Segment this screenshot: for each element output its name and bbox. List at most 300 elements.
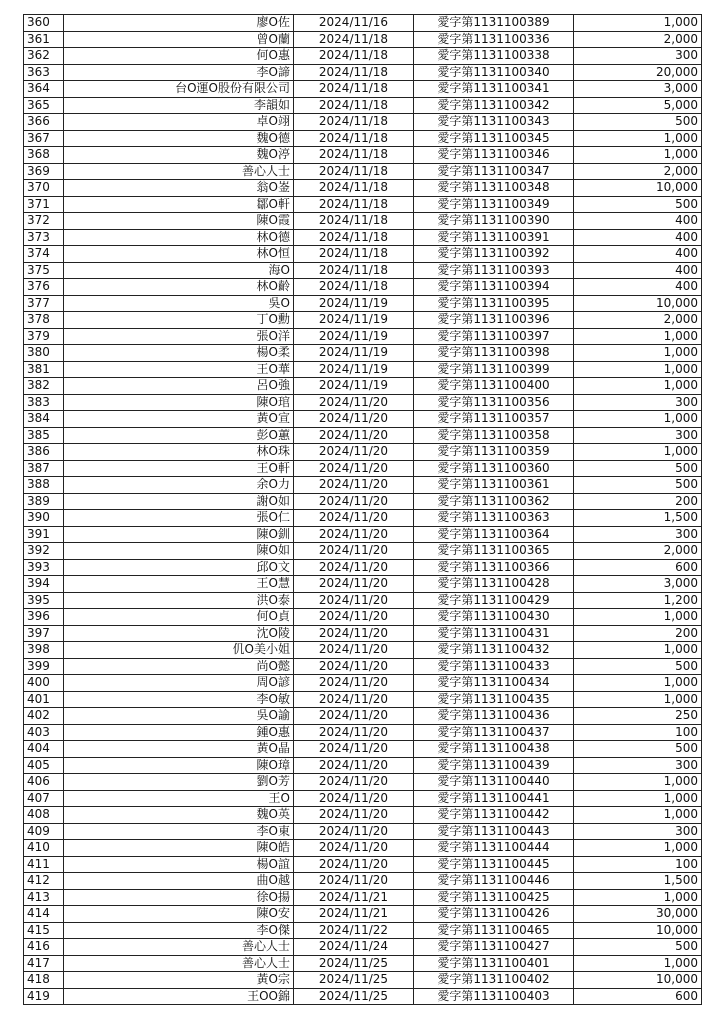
row-number: 360 <box>24 15 64 32</box>
donation-date: 2024/11/19 <box>294 295 414 312</box>
donation-amount: 500 <box>574 939 702 956</box>
table-row <box>24 592 702 609</box>
receipt-number: 愛字第1131100393 <box>414 262 574 279</box>
table-row <box>24 757 702 774</box>
donor-name: 呂O強 <box>64 378 294 395</box>
donor-name: 林O齡 <box>64 279 294 296</box>
donation-amount: 2,000 <box>574 31 702 48</box>
donation-amount: 500 <box>574 477 702 494</box>
donation-table <box>23 14 702 1005</box>
donation-date: 2024/11/19 <box>294 361 414 378</box>
donation-amount: 300 <box>574 757 702 774</box>
table-row <box>24 939 702 956</box>
receipt-number: 愛字第1131100440 <box>414 774 574 791</box>
receipt-number: 愛字第1131100347 <box>414 163 574 180</box>
table-row <box>24 31 702 48</box>
row-number: 396 <box>24 609 64 626</box>
donor-name: 陳O琯 <box>64 394 294 411</box>
donation-amount: 1,000 <box>574 840 702 857</box>
donation-date: 2024/11/18 <box>294 130 414 147</box>
donor-name: 魏O英 <box>64 807 294 824</box>
row-number: 391 <box>24 526 64 543</box>
donation-date: 2024/11/18 <box>294 64 414 81</box>
donor-name: 尚O懿 <box>64 658 294 675</box>
donation-amount: 300 <box>574 394 702 411</box>
donation-amount: 2,000 <box>574 312 702 329</box>
donor-name: 張O仁 <box>64 510 294 527</box>
receipt-number: 愛字第1131100358 <box>414 427 574 444</box>
row-number: 415 <box>24 922 64 939</box>
donation-amount: 1,500 <box>574 510 702 527</box>
row-number: 398 <box>24 642 64 659</box>
table-row <box>24 972 702 989</box>
receipt-number: 愛字第1131100391 <box>414 229 574 246</box>
donor-name: 廖O佐 <box>64 15 294 32</box>
donor-name: 劉O芳 <box>64 774 294 791</box>
donation-amount: 1,000 <box>574 147 702 164</box>
donor-name: 曲O越 <box>64 873 294 890</box>
receipt-number: 愛字第1131100443 <box>414 823 574 840</box>
receipt-number: 愛字第1131100348 <box>414 180 574 197</box>
donation-amount: 2,000 <box>574 163 702 180</box>
donor-name: 王O華 <box>64 361 294 378</box>
table-row <box>24 790 702 807</box>
table-row <box>24 295 702 312</box>
receipt-number: 愛字第1131100398 <box>414 345 574 362</box>
donation-amount: 300 <box>574 823 702 840</box>
table-row <box>24 658 702 675</box>
table-row <box>24 823 702 840</box>
table-row <box>24 922 702 939</box>
row-number: 365 <box>24 97 64 114</box>
donation-date: 2024/11/19 <box>294 378 414 395</box>
receipt-number: 愛字第1131100399 <box>414 361 574 378</box>
donation-amount: 30,000 <box>574 906 702 923</box>
row-number: 412 <box>24 873 64 890</box>
row-number: 383 <box>24 394 64 411</box>
donor-name: 余O力 <box>64 477 294 494</box>
table-row <box>24 741 702 758</box>
donation-amount: 1,500 <box>574 873 702 890</box>
donation-amount: 1,000 <box>574 444 702 461</box>
table-row <box>24 81 702 98</box>
receipt-number: 愛字第1131100426 <box>414 906 574 923</box>
donation-amount: 500 <box>574 460 702 477</box>
receipt-number: 愛字第1131100425 <box>414 889 574 906</box>
receipt-number: 愛字第1131100336 <box>414 31 574 48</box>
table-row <box>24 427 702 444</box>
table-row <box>24 807 702 824</box>
receipt-number: 愛字第1131100441 <box>414 790 574 807</box>
donation-date: 2024/11/18 <box>294 180 414 197</box>
donation-amount: 10,000 <box>574 972 702 989</box>
receipt-number: 愛字第1131100400 <box>414 378 574 395</box>
receipt-number: 愛字第1131100437 <box>414 724 574 741</box>
receipt-number: 愛字第1131100401 <box>414 955 574 972</box>
receipt-number: 愛字第1131100402 <box>414 972 574 989</box>
donation-amount: 1,000 <box>574 691 702 708</box>
row-number: 417 <box>24 955 64 972</box>
donor-name: 台O運O股份有限公司 <box>64 81 294 98</box>
donation-date: 2024/11/20 <box>294 427 414 444</box>
donation-amount: 200 <box>574 625 702 642</box>
donation-date: 2024/11/20 <box>294 444 414 461</box>
row-number: 388 <box>24 477 64 494</box>
donor-name: 洪O泰 <box>64 592 294 609</box>
row-number: 361 <box>24 31 64 48</box>
table-row <box>24 15 702 32</box>
donation-amount: 250 <box>574 708 702 725</box>
donation-amount: 2,000 <box>574 543 702 560</box>
row-number: 374 <box>24 246 64 263</box>
row-number: 376 <box>24 279 64 296</box>
table-row <box>24 856 702 873</box>
receipt-number: 愛字第1131100396 <box>414 312 574 329</box>
table-row <box>24 262 702 279</box>
table-row <box>24 378 702 395</box>
donor-name: 王OO錦 <box>64 988 294 1005</box>
row-number: 408 <box>24 807 64 824</box>
donation-amount: 3,000 <box>574 81 702 98</box>
receipt-number: 愛字第1131100341 <box>414 81 574 98</box>
row-number: 400 <box>24 675 64 692</box>
donation-amount: 400 <box>574 213 702 230</box>
donor-name: 鄒O軒 <box>64 196 294 213</box>
table-body <box>24 15 702 1005</box>
row-number: 375 <box>24 262 64 279</box>
donation-date: 2024/11/19 <box>294 345 414 362</box>
donor-name: 李韻如 <box>64 97 294 114</box>
donation-amount: 500 <box>574 658 702 675</box>
receipt-number: 愛字第1131100427 <box>414 939 574 956</box>
table-row <box>24 526 702 543</box>
donor-name: 李O敏 <box>64 691 294 708</box>
receipt-number: 愛字第1131100428 <box>414 576 574 593</box>
table-row <box>24 576 702 593</box>
receipt-number: 愛字第1131100431 <box>414 625 574 642</box>
donor-name: 魏O德 <box>64 130 294 147</box>
receipt-number: 愛字第1131100390 <box>414 213 574 230</box>
table-row <box>24 477 702 494</box>
row-number: 382 <box>24 378 64 395</box>
donation-amount: 600 <box>574 988 702 1005</box>
donation-date: 2024/11/20 <box>294 741 414 758</box>
table-row <box>24 493 702 510</box>
table-row <box>24 642 702 659</box>
row-number: 406 <box>24 774 64 791</box>
receipt-number: 愛字第1131100346 <box>414 147 574 164</box>
table-row <box>24 906 702 923</box>
row-number: 385 <box>24 427 64 444</box>
donation-amount: 400 <box>574 246 702 263</box>
donation-amount: 500 <box>574 114 702 131</box>
donation-amount: 1,000 <box>574 130 702 147</box>
donation-date: 2024/11/20 <box>294 576 414 593</box>
row-number: 370 <box>24 180 64 197</box>
donation-date: 2024/11/20 <box>294 609 414 626</box>
receipt-number: 愛字第1131100364 <box>414 526 574 543</box>
donor-name: 何O貞 <box>64 609 294 626</box>
donor-name: 仉O美小姐 <box>64 642 294 659</box>
donation-amount: 600 <box>574 559 702 576</box>
donation-date: 2024/11/18 <box>294 114 414 131</box>
row-number: 404 <box>24 741 64 758</box>
donor-name: 何O惠 <box>64 48 294 65</box>
row-number: 390 <box>24 510 64 527</box>
table-row <box>24 840 702 857</box>
donation-amount: 1,000 <box>574 642 702 659</box>
donor-name: 吳O諭 <box>64 708 294 725</box>
table-row <box>24 48 702 65</box>
table-row <box>24 460 702 477</box>
donation-date: 2024/11/18 <box>294 262 414 279</box>
receipt-number: 愛字第1131100363 <box>414 510 574 527</box>
table-row <box>24 97 702 114</box>
row-number: 403 <box>24 724 64 741</box>
row-number: 392 <box>24 543 64 560</box>
donation-amount: 400 <box>574 262 702 279</box>
donor-name: 陳O霞 <box>64 213 294 230</box>
donor-name: 王O軒 <box>64 460 294 477</box>
donation-amount: 500 <box>574 196 702 213</box>
table-row <box>24 147 702 164</box>
donor-name: 陳O璋 <box>64 757 294 774</box>
donor-name: 黃O宗 <box>64 972 294 989</box>
donor-name: 吳O <box>64 295 294 312</box>
donation-amount: 1,000 <box>574 774 702 791</box>
donation-date: 2024/11/18 <box>294 196 414 213</box>
donation-date: 2024/11/25 <box>294 988 414 1005</box>
donor-name: 徐O揚 <box>64 889 294 906</box>
donor-name: 曾O蘭 <box>64 31 294 48</box>
table-row <box>24 196 702 213</box>
table-row <box>24 279 702 296</box>
row-number: 389 <box>24 493 64 510</box>
donation-date: 2024/11/20 <box>294 873 414 890</box>
donation-date: 2024/11/20 <box>294 807 414 824</box>
donation-date: 2024/11/20 <box>294 394 414 411</box>
donation-amount: 100 <box>574 724 702 741</box>
row-number: 384 <box>24 411 64 428</box>
table-row <box>24 444 702 461</box>
donation-date: 2024/11/18 <box>294 48 414 65</box>
row-number: 397 <box>24 625 64 642</box>
donation-amount: 20,000 <box>574 64 702 81</box>
receipt-number: 愛字第1131100356 <box>414 394 574 411</box>
donor-name: 沈O陵 <box>64 625 294 642</box>
table-row <box>24 609 702 626</box>
receipt-number: 愛字第1131100362 <box>414 493 574 510</box>
donation-date: 2024/11/20 <box>294 708 414 725</box>
receipt-number: 愛字第1131100439 <box>414 757 574 774</box>
table-row <box>24 411 702 428</box>
table-row <box>24 559 702 576</box>
donor-name: 黃O晶 <box>64 741 294 758</box>
row-number: 419 <box>24 988 64 1005</box>
row-number: 363 <box>24 64 64 81</box>
donation-date: 2024/11/20 <box>294 790 414 807</box>
row-number: 379 <box>24 328 64 345</box>
donation-amount: 10,000 <box>574 295 702 312</box>
row-number: 394 <box>24 576 64 593</box>
donor-name: 李O諦 <box>64 64 294 81</box>
donation-amount: 1,000 <box>574 328 702 345</box>
donor-name: 卓O翊 <box>64 114 294 131</box>
row-number: 401 <box>24 691 64 708</box>
table-row <box>24 163 702 180</box>
receipt-number: 愛字第1131100366 <box>414 559 574 576</box>
donation-amount: 1,000 <box>574 345 702 362</box>
donation-amount: 3,000 <box>574 576 702 593</box>
row-number: 395 <box>24 592 64 609</box>
table-row <box>24 361 702 378</box>
row-number: 366 <box>24 114 64 131</box>
donation-amount: 1,000 <box>574 361 702 378</box>
donation-date: 2024/11/18 <box>294 163 414 180</box>
receipt-number: 愛字第1131100430 <box>414 609 574 626</box>
table-row <box>24 889 702 906</box>
row-number: 364 <box>24 81 64 98</box>
receipt-number: 愛字第1131100361 <box>414 477 574 494</box>
donation-amount: 500 <box>574 741 702 758</box>
receipt-number: 愛字第1131100338 <box>414 48 574 65</box>
donation-date: 2024/11/18 <box>294 31 414 48</box>
donation-date: 2024/11/25 <box>294 955 414 972</box>
receipt-number: 愛字第1131100343 <box>414 114 574 131</box>
donation-date: 2024/11/20 <box>294 625 414 642</box>
donation-amount: 1,000 <box>574 411 702 428</box>
row-number: 368 <box>24 147 64 164</box>
table-row <box>24 988 702 1005</box>
receipt-number: 愛字第1131100438 <box>414 741 574 758</box>
donation-date: 2024/11/20 <box>294 774 414 791</box>
donation-amount: 400 <box>574 279 702 296</box>
table-row <box>24 955 702 972</box>
row-number: 367 <box>24 130 64 147</box>
receipt-number: 愛字第1131100429 <box>414 592 574 609</box>
donation-amount: 1,000 <box>574 807 702 824</box>
donor-name: 謝O如 <box>64 493 294 510</box>
donation-date: 2024/11/18 <box>294 279 414 296</box>
donation-amount: 300 <box>574 48 702 65</box>
receipt-number: 愛字第1131100446 <box>414 873 574 890</box>
donor-name: 王O慧 <box>64 576 294 593</box>
donation-date: 2024/11/20 <box>294 757 414 774</box>
donation-date: 2024/11/25 <box>294 972 414 989</box>
donor-name: 楊O誼 <box>64 856 294 873</box>
donor-name: 善心人士 <box>64 955 294 972</box>
donation-amount: 5,000 <box>574 97 702 114</box>
donation-date: 2024/11/18 <box>294 81 414 98</box>
table-row <box>24 312 702 329</box>
row-number: 393 <box>24 559 64 576</box>
donor-name: 魏O渟 <box>64 147 294 164</box>
donor-name: 林O德 <box>64 229 294 246</box>
donation-date: 2024/11/20 <box>294 493 414 510</box>
table-row <box>24 213 702 230</box>
receipt-number: 愛字第1131100444 <box>414 840 574 857</box>
donor-name: 鍾O惠 <box>64 724 294 741</box>
row-number: 387 <box>24 460 64 477</box>
donation-date: 2024/11/20 <box>294 543 414 560</box>
donation-date: 2024/11/20 <box>294 642 414 659</box>
donor-name: 楊O柔 <box>64 345 294 362</box>
donor-name: 翁O崟 <box>64 180 294 197</box>
donor-name: 彭O蕙 <box>64 427 294 444</box>
table-row <box>24 625 702 642</box>
row-number: 362 <box>24 48 64 65</box>
donation-date: 2024/11/19 <box>294 328 414 345</box>
donor-name: 林O恒 <box>64 246 294 263</box>
donation-date: 2024/11/20 <box>294 658 414 675</box>
donation-date: 2024/11/20 <box>294 675 414 692</box>
table-row <box>24 510 702 527</box>
donation-date: 2024/11/20 <box>294 559 414 576</box>
donor-name: 陳O安 <box>64 906 294 923</box>
donation-amount: 1,000 <box>574 609 702 626</box>
receipt-number: 愛字第1131100436 <box>414 708 574 725</box>
donor-name: 善心人士 <box>64 163 294 180</box>
donation-date: 2024/11/20 <box>294 460 414 477</box>
receipt-number: 愛字第1131100433 <box>414 658 574 675</box>
receipt-number: 愛字第1131100342 <box>414 97 574 114</box>
donation-date: 2024/11/24 <box>294 939 414 956</box>
donation-date: 2024/11/22 <box>294 922 414 939</box>
row-number: 377 <box>24 295 64 312</box>
receipt-number: 愛字第1131100394 <box>414 279 574 296</box>
receipt-number: 愛字第1131100435 <box>414 691 574 708</box>
row-number: 410 <box>24 840 64 857</box>
receipt-number: 愛字第1131100357 <box>414 411 574 428</box>
donation-date: 2024/11/18 <box>294 246 414 263</box>
table-row <box>24 114 702 131</box>
donor-name: 王O <box>64 790 294 807</box>
row-number: 371 <box>24 196 64 213</box>
donation-date: 2024/11/20 <box>294 510 414 527</box>
receipt-number: 愛字第1131100432 <box>414 642 574 659</box>
receipt-number: 愛字第1131100434 <box>414 675 574 692</box>
donation-date: 2024/11/20 <box>294 840 414 857</box>
row-number: 372 <box>24 213 64 230</box>
donation-amount: 1,200 <box>574 592 702 609</box>
donor-name: 張O洋 <box>64 328 294 345</box>
row-number: 378 <box>24 312 64 329</box>
donation-date: 2024/11/20 <box>294 592 414 609</box>
donation-date: 2024/11/20 <box>294 724 414 741</box>
donation-amount: 1,000 <box>574 378 702 395</box>
receipt-number: 愛字第1131100392 <box>414 246 574 263</box>
row-number: 381 <box>24 361 64 378</box>
receipt-number: 愛字第1131100395 <box>414 295 574 312</box>
donation-amount: 10,000 <box>574 180 702 197</box>
donation-amount: 200 <box>574 493 702 510</box>
donation-date: 2024/11/20 <box>294 411 414 428</box>
receipt-number: 愛字第1131100403 <box>414 988 574 1005</box>
donor-name: 海O <box>64 262 294 279</box>
donation-date: 2024/11/18 <box>294 97 414 114</box>
table-row <box>24 708 702 725</box>
row-number: 407 <box>24 790 64 807</box>
receipt-number: 愛字第1131100340 <box>414 64 574 81</box>
table-row <box>24 873 702 890</box>
row-number: 386 <box>24 444 64 461</box>
receipt-number: 愛字第1131100345 <box>414 130 574 147</box>
receipt-number: 愛字第1131100442 <box>414 807 574 824</box>
table-row <box>24 180 702 197</box>
donation-amount: 1,000 <box>574 675 702 692</box>
donation-date: 2024/11/18 <box>294 213 414 230</box>
donor-name: 邱O文 <box>64 559 294 576</box>
